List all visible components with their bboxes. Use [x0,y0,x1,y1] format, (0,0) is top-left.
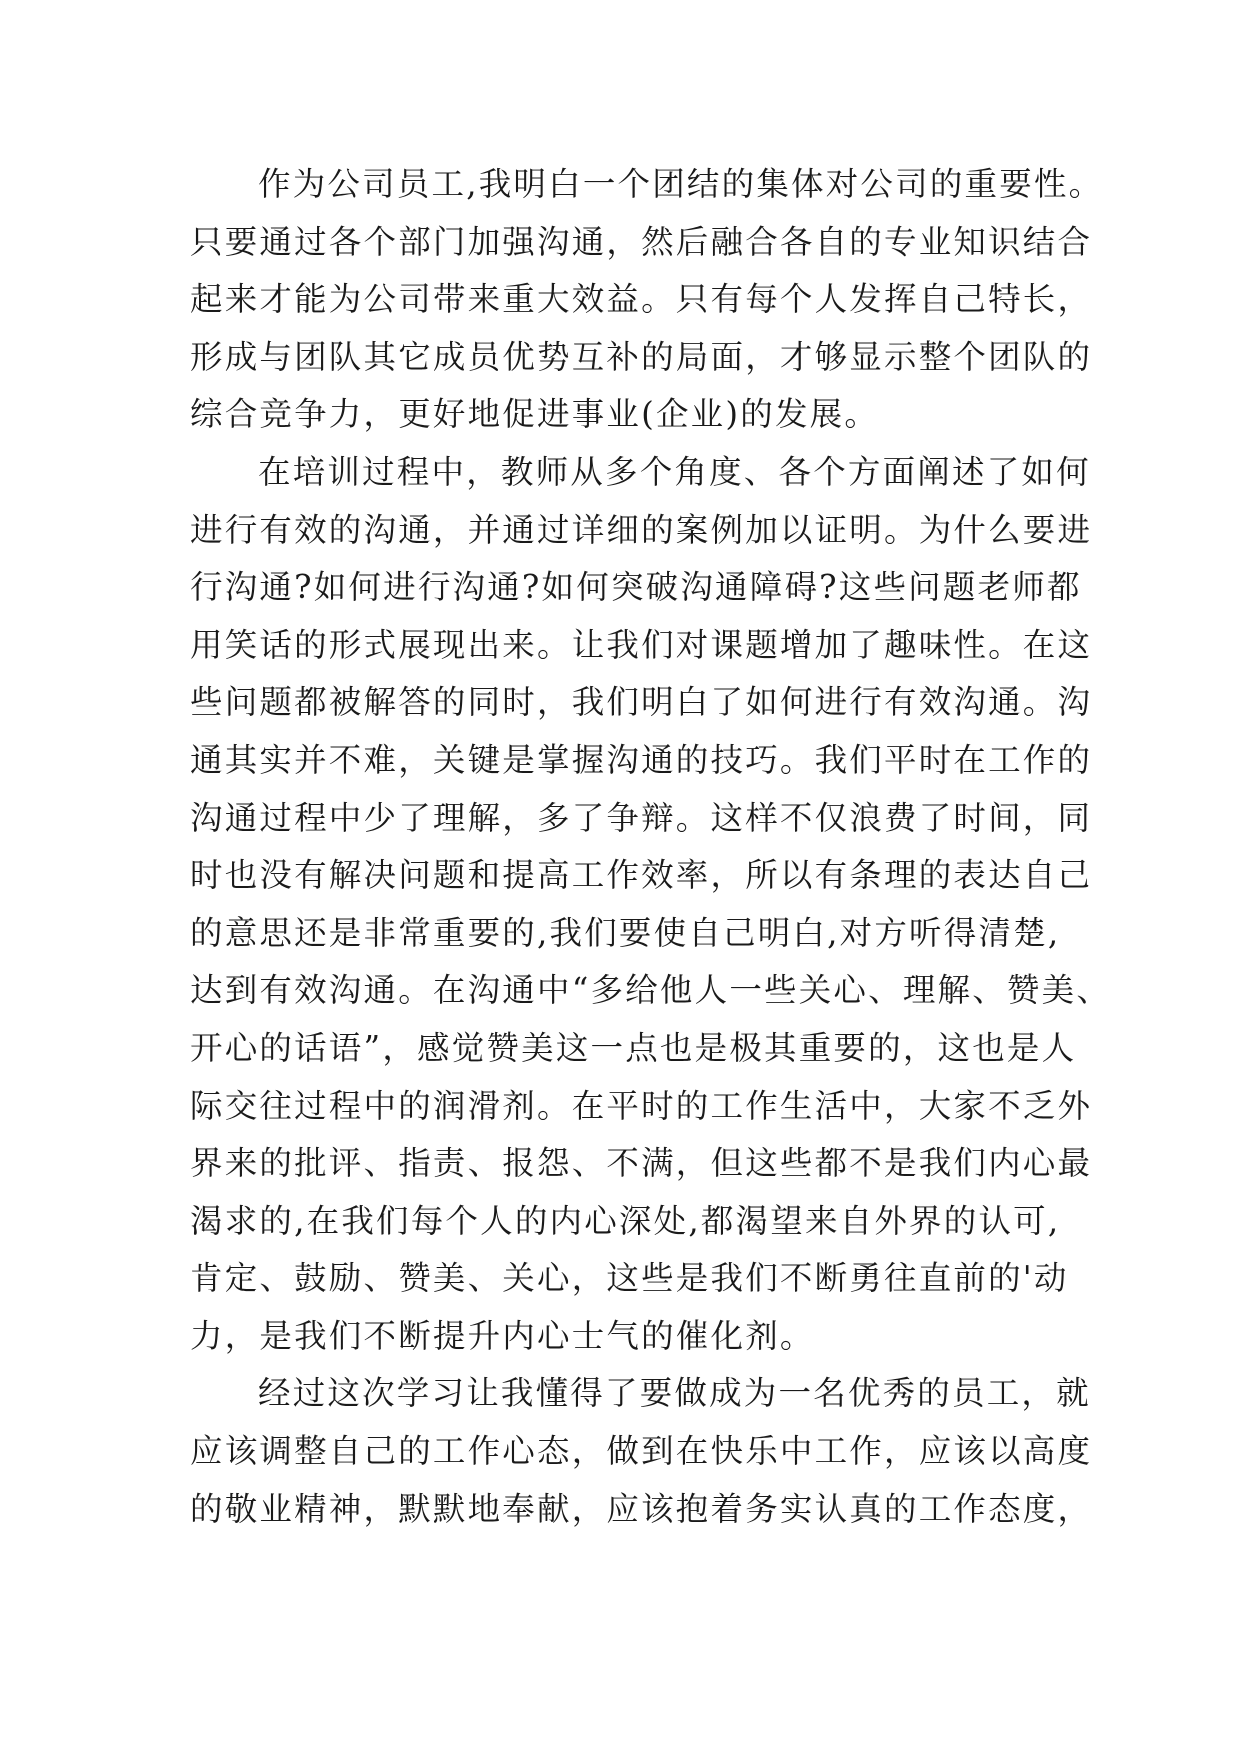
paragraph-1-line-3: 起来才能为公司带来重大效益。只有每个人发挥自己特长， [190,280,1093,319]
paragraph-3-line-2: 应该调整自己的工作心态，做到在快乐中工作，应该以高度 [190,1432,1093,1471]
paragraph-1-line-4: 形成与团队其它成员优势互补的局面，才够显示整个团队的 [190,337,1093,376]
paragraph-2-line-9: 的意思还是非常重要的,我们要使自己明白,对方听得清楚, [190,913,1061,952]
paragraph-2-line-14: 渴求的,在我们每个人的内心深处,都渴望来自外界的认可, [190,1201,1061,1240]
paragraph-2-line-13: 界来的批评、指责、报怨、不满，但这些都不是我们内心最 [190,1144,1093,1183]
paragraph-2-line-3: 行沟通?如何进行沟通?如何突破沟通障碍?这些问题老师都 [190,568,1082,607]
paragraph-3-line-1: 经过这次学习让我懂得了要做成为一名优秀的员工，就 [258,1374,1091,1413]
paragraph-2-line-15: 肯定、鼓励、赞美、关心，这些是我们不断勇往直前的'动 [190,1259,1069,1298]
paragraph-1-line-5: 综合竞争力，更好地促进事业(企业)的发展。 [190,395,880,434]
paragraph-1-line-2: 只要通过各个部门加强沟通，然后融合各自的专业知识结合 [190,222,1093,261]
paragraph-2-line-1: 在培训过程中，教师从多个角度、各个方面阐述了如何 [258,452,1091,491]
paragraph-2-line-12: 际交往过程中的润滑剂。在平时的工作生活中，大家不乏外 [190,1086,1093,1125]
paragraph-1-line-1: 作为公司员工,我明白一个团结的集体对公司的重要性。 [258,165,1104,203]
paragraph-2-line-8: 时也没有解决问题和提高工作效率，所以有条理的表达自己 [190,856,1093,895]
paragraph-2-line-2: 进行有效的沟通，并通过详细的案例加以证明。为什么要进 [190,510,1093,549]
paragraph-2-line-11: 开心的话语”，感觉赞美这一点也是极其重要的，这也是人 [190,1028,1077,1067]
paragraph-2-line-10: 达到有效沟通。在沟通中“多给他人一些关心、理解、赞美、 [190,971,1112,1010]
document-body [190,156,1112,1538]
paragraph-2-line-16: 力，是我们不断提升内心士气的催化剂。 [190,1316,815,1355]
paragraph-2-line-6: 通其实并不难，关键是掌握沟通的技巧。我们平时在工作的 [190,740,1093,779]
paragraph-3-line-3: 的敬业精神，默默地奉献，应该抱着务实认真的工作态度， [190,1489,1093,1528]
paragraph-2-line-5: 些问题都被解答的同时，我们明白了如何进行有效沟通。沟 [190,683,1093,722]
paragraph-2-line-4: 用笑话的形式展现出来。让我们对课题增加了趣味性。在这 [190,625,1093,664]
paragraph-2-line-7: 沟通过程中少了理解，多了争辩。这样不仅浪费了时间，同 [190,798,1093,837]
